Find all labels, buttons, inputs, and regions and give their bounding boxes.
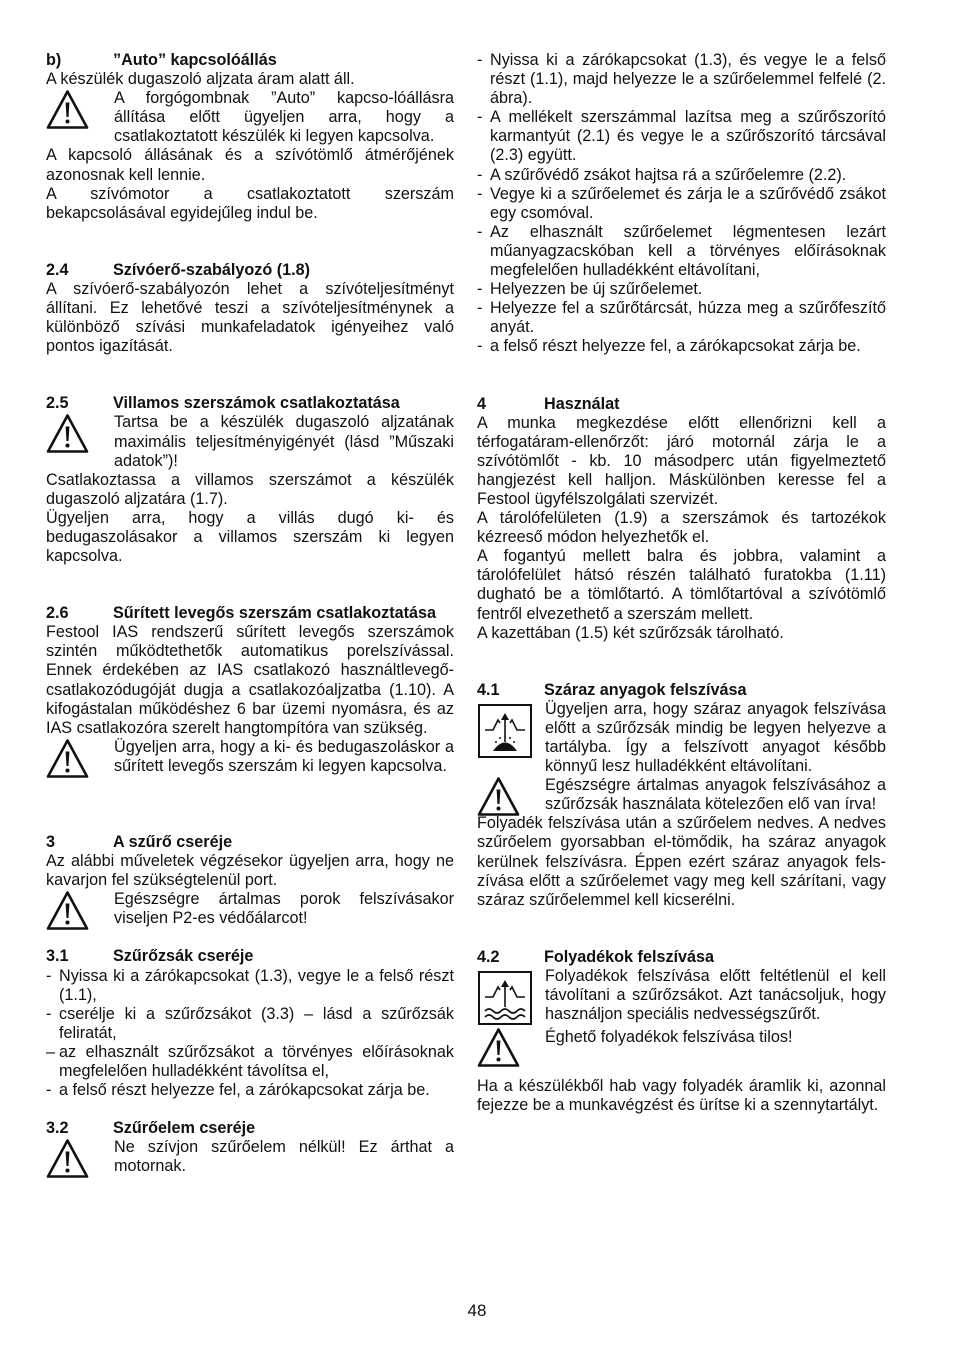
warning-block xyxy=(46,890,454,928)
dry-material-icon xyxy=(478,704,532,758)
section-heading xyxy=(477,395,886,414)
warning-icon xyxy=(477,1027,520,1068)
paragraph: A munka megkezdése előtt ellenőrizni kell a térfogatáram-ellenőrzőt: járó motornál zárja le a szívótömlőt - kb. 10 másodperc után figyelmeztető hangjezést kell halljon. Máskülönben keresse fel a Festool ügyfélszolgálati szervizét. xyxy=(477,413,886,508)
list-item: - Az elhasznált szűrőelemet légmentesen lezárt műanyagzacskóban kell a törvényes előírásoknak megfelelően hulladékként eltávolítani, xyxy=(477,222,886,280)
paragraph: A kapcsoló állásának és a szívótömlő átmérőjének azonosnak kell lennie. xyxy=(46,146,454,184)
warning-block xyxy=(46,413,454,470)
page-number: 48 xyxy=(467,1301,487,1320)
list-item: - A mellékelt szerszámmal lazítsa meg a szűrőszorító karmantyút (2.1) és vegye le a szűrőszorító tárcsával (2.3) együtt. xyxy=(477,108,886,165)
section-title: A szűrő cseréje xyxy=(113,833,233,851)
section-title: Használat xyxy=(544,394,620,413)
paragraph: Festool IAS rendszerű sűrített levegős szerszámok szintén működtethetők automatikus porelszívással. Ennek érdekében az IAS csatlakozó használtlevegő-csatlakozódugóját dugja a csatlakozóaljzatba (1.10). A kifogástalan működéshez 6 bar üzemi nyomásra, és az IAS csatlakozóra szerelt hangtompítóra van szükség. xyxy=(46,623,454,737)
section-number: 2.4 xyxy=(46,260,69,279)
warning-icon xyxy=(46,890,89,931)
warning-text: Ügyeljen arra, hogy a ki- és bedugaszoláskor a sűrített levegős szerszám ki legyen kapcsolva. xyxy=(114,737,454,775)
list-item: - a felső részt helyezze fel, a zárókapcsokat zárja be. xyxy=(477,337,861,356)
section-heading xyxy=(46,261,454,280)
section-title: Villamos szerszámok csatlakoztatása xyxy=(113,394,400,413)
section-title: Szűrőzsák cseréje xyxy=(113,947,254,966)
warning-text: Egészségre ártalmas porok felszívásakor viseljen P2-es védőálarcot! xyxy=(114,890,454,928)
warning-block xyxy=(46,89,454,146)
dry-vacuum-block xyxy=(477,700,886,776)
warning-icon xyxy=(46,413,89,454)
paragraph: A fogantyú mellett balra és jobbra, valamint a tárolófelület hátsó részén található furatokba (1.11) dugható be a tömlőtartó. A tömlőtartóval a szívótömlő fentről elvezethető a szerszám mellett. xyxy=(477,547,886,623)
section-title: ”Auto” kapcsolóállás xyxy=(113,51,277,69)
list-item: – az elhasznált szűrőzsákot a törvényes előírásoknak megfelelően hulladékként távolítsa el, xyxy=(46,1042,454,1081)
section-number: b) xyxy=(46,51,62,69)
list-item: - Helyezze fel a szűrőtárcsát, húzza meg a szűrőfeszítő anyát. xyxy=(477,299,886,337)
paragraph: A készülék dugaszoló aljzata áram alatt áll. xyxy=(46,70,355,89)
section-number: 3 xyxy=(46,833,56,851)
paragraph: Folyadék felszívása után a szűrőelem nedves. A nedves szűrőelem gyorsabban el-tömődik, ha száraz anyagok kerülnek felszívásra. Éppen ezért száraz anyagok fels-zívása előtt a szűrőelemet vagy meg kell szárítani, vagy száraz szűrőelemmel kell kicserélni. xyxy=(477,814,886,909)
warning-block xyxy=(477,776,886,814)
dash-list xyxy=(477,51,886,357)
warning-text: Ne szívjon szűrőelem nélkül! Ez árthat a motornak. xyxy=(114,1138,454,1176)
liquid-icon xyxy=(478,971,532,1025)
section-number: 2.5 xyxy=(46,394,69,413)
section-title: Sűrített levegős szerszám csatlakoztatása xyxy=(113,604,436,623)
section-number: 3.1 xyxy=(46,947,69,966)
section-title: Száraz anyagok felszívása xyxy=(544,680,747,699)
paragraph: A tárolófelületen (1.9) a szerszámok és tartozékok kézreeső módon helyezhetők el. xyxy=(477,509,886,547)
warning-block xyxy=(46,1138,454,1176)
list-item: - Vegye ki a szűrőelemet és zárja le a szűrővédő zsákot egy csomóval. xyxy=(477,184,886,222)
list-item: - Nyissa ki a zárókapcsokat (1.3), és vegye le a felső részt (1.1), majd helyezze le a szűrőelemmel felfelé (2. ábra). xyxy=(477,51,886,108)
paragraph: Ügyeljen arra, hogy a villás dugó ki- és bedugaszolásakor a villamos szerszám ki legyen kapcsolva. xyxy=(46,508,454,566)
paragraph: A szívóerő-szabályozón lehet a szívóteljesítményt állítani. Ez lehetővé teszi a szívóteljesítménynek a különböző szívási munkafeladatok igényeihez való pontos igazítását. xyxy=(46,279,454,356)
left-column xyxy=(46,51,454,1177)
list-item: - Nyissa ki a zárókapcsokat (1.3), vegye le a felső részt (1.1), xyxy=(46,966,454,1004)
list-item: - cserélje ki a szűrőzsákot (3.3) – lásd a szűrőzsák feliratát, xyxy=(46,1004,454,1042)
section-heading xyxy=(477,681,886,700)
warning-text: Egészségre ártalmas anyagok felszívásához a szűrőzsák használata kötelezően elő van írva! xyxy=(545,776,886,814)
section-title: Szívóerő-szabályozó (1.8) xyxy=(113,260,311,279)
section-heading xyxy=(46,833,454,852)
paragraph: A kazettában (1.5) két szűrőzsák tárolható. xyxy=(477,623,784,642)
warning-icon xyxy=(46,89,89,130)
warning-icon xyxy=(477,776,520,817)
right-column xyxy=(477,51,886,1115)
list-item: - Helyezzen be új szűrőelemet. xyxy=(477,280,703,299)
section-title: Folyadékok felszívása xyxy=(544,947,715,966)
section-heading xyxy=(477,948,886,967)
list-item: - A szűrővédő zsákot hajtsa rá a szűrőelemre (2.2). xyxy=(477,165,847,184)
section-heading xyxy=(46,947,454,966)
paragraph: A szívómotor a csatlakoztatott szerszám bekapcsolásával egyidejűleg indul be. xyxy=(46,184,454,222)
warning-block xyxy=(477,1027,886,1069)
section-heading xyxy=(46,394,454,413)
section-number: 4 xyxy=(477,394,487,413)
warning-icon xyxy=(46,1138,89,1179)
dash-list xyxy=(46,967,454,1101)
paragraph: Folyadékok felszívása előtt feltétlenül el kell távolítani a szűrőzsákot. Azt tanácsoljuk, hogy használjon speciális nedvességszűrőt. xyxy=(545,966,886,1024)
section-number: 4.2 xyxy=(477,947,500,966)
section-number: 4.1 xyxy=(477,680,500,699)
warning-icon xyxy=(46,738,89,779)
section-heading xyxy=(46,604,454,623)
paragraph: Az alábbi műveletek végzésekor ügyeljen arra, hogy ne kavarjon fel szükségtelenül port. xyxy=(46,852,454,890)
warning-text: Éghető folyadékok felszívása tilos! xyxy=(545,1027,793,1046)
paragraph: Ha a készülékből hab vagy folyadék áramlik ki, azonnal fejezze be a munkavégzést és ürítse ki a szennytartályt. xyxy=(477,1076,886,1115)
warning-block xyxy=(46,738,454,776)
section-heading xyxy=(46,51,454,70)
section-title: Szűrőelem cseréje xyxy=(113,1119,256,1138)
liquid-vacuum-block xyxy=(477,967,886,1027)
warning-text: A forgógombnak ”Auto” kapcso-lóállásra állítása előtt ügyeljen arra, hogy a csatlakoztatott készülék ki legyen kapcsolva. xyxy=(114,89,454,146)
section-number: 2.6 xyxy=(46,604,69,623)
paragraph: Ügyeljen arra, hogy száraz anyagok felszívása előtt a szűrőzsák mindig be legyen helyezve a tartályba. Így a felszívott anyagot később könnyű lesz hulladékként eltávolítani. xyxy=(545,699,886,776)
section-heading xyxy=(46,1119,454,1138)
section-number: 3.2 xyxy=(46,1119,69,1138)
paragraph: Csatlakoztassa a villamos szerszámot a készülék dugaszoló aljzatára (1.7). xyxy=(46,470,454,508)
list-item: - a felső részt helyezze fel, a zárókapcsokat zárja be. xyxy=(46,1081,430,1100)
warning-text: Tartsa be a készülék dugaszoló aljzatának maximális teljesítményigényét (lásd ”Műszaki adatok”)! xyxy=(114,413,454,470)
